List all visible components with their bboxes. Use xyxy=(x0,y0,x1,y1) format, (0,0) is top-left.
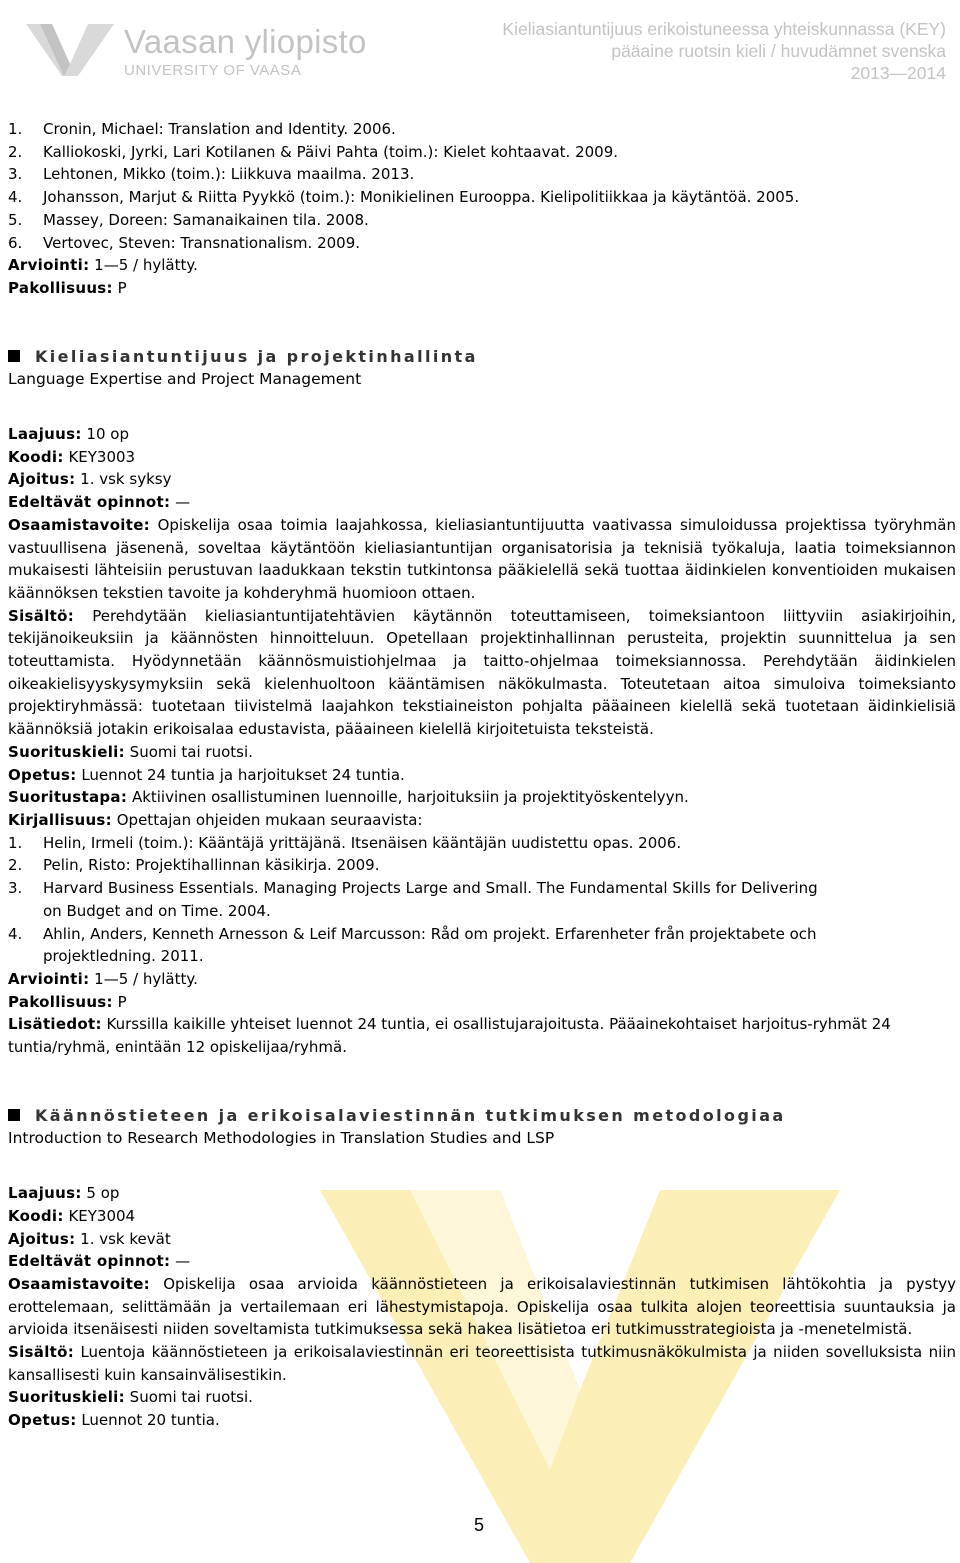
document-body xyxy=(8,118,956,1432)
list-item: 3. Lehtonen, Mikko (toim.): Liikkuva maailma. 2013. xyxy=(8,165,415,184)
compulsory: Pakollisuus: P xyxy=(8,278,127,297)
course-content: Sisältö: Luentoja käännöstieteen ja erikoisalaviestinnän eri teoreettisista tutkimusnäkökulmista ja niiden sovelluksista niin kansallisesti kuin kansainvälisestikin. xyxy=(8,1343,956,1384)
course-title: Kieliasiantuntijuus ja projektinhallinta xyxy=(8,346,956,369)
course-code: Koodi: KEY3003 xyxy=(8,447,136,466)
major-name: pääaine ruotsin kieli / huvudämnet svenska xyxy=(611,41,946,61)
course-language: Suorituskieli: Suomi tai ruotsi. xyxy=(8,1388,253,1407)
course-subtitle: Language Expertise and Project Management xyxy=(8,370,362,389)
course-credits: Laajuus: 10 op xyxy=(8,425,129,444)
bullet-square-icon xyxy=(8,1109,20,1121)
assessment: Arviointi: 1—5 / hylätty. xyxy=(8,969,198,988)
list-item: 2. Kalliokoski, Jyrki, Lari Kotilanen & Päivi Pahta (toim.): Kielet kohtaavat. 2009. xyxy=(8,142,619,161)
academic-year: 2013—2014 xyxy=(850,63,946,83)
program-name: Kieliasiantuntijuus erikoistuneessa yhteiskunnassa (KEY) xyxy=(502,19,946,39)
header-info xyxy=(502,18,946,84)
list-item-continuation: on Budget and on Time. 2004. xyxy=(43,901,271,920)
course-teaching: Opetus: Luennot 20 tuntia. xyxy=(8,1411,220,1430)
additional-info: Lisätiedot: Kurssilla kaikille yhteiset luennot 24 tuntia, ei osallistujarajoitusta. Pääainekohtaiset harjoitus-ryhmät 24 tuntia/ryhmä, enintään 12 opiskelijaa/ryhmä. xyxy=(8,1015,891,1057)
page-number: 5 xyxy=(474,1515,485,1535)
list-item: 3. Harvard Business Essentials. Managing Projects Large and Small. The Fundamental Skills for Delivering xyxy=(8,879,818,898)
course-learning-outcomes: Osaamistavoite: Opiskelija osaa arvioida käännöstieteen ja erikoisalaviestinnän tutkimisen lähtökohtia ja pystyy erottelemaan, selittämään ja vertailemaan eri lähestymistapoja. Opiskelija osaa tulkita alojen teoreettisia suuntauksia ja arvioida itsenäisesti niiden soveltamista tutkimuksessa sekä hakea lisätietoa eri tutkimusstrategioista ja -menetelmistä. xyxy=(8,1274,956,1339)
course-code: Koodi: KEY3004 xyxy=(8,1206,136,1225)
course-credits: Laajuus: 5 op xyxy=(8,1184,120,1203)
course-teaching: Opetus: Luennot 24 tuntia ja harjoitukset 24 tuntia. xyxy=(8,765,405,784)
literature-list xyxy=(8,832,956,968)
course-language: Suorituskieli: Suomi tai ruotsi. xyxy=(8,742,253,761)
course-completion: Suoritustapa: Aktiivinen osallistuminen luennoille, harjoituksiin ja projektityöskentelyyn. xyxy=(8,788,689,807)
list-item: 6. Vertovec, Steven: Transnationalism. 2009. xyxy=(8,233,361,252)
course-timing: Ajoitus: 1. vsk kevät xyxy=(8,1229,171,1248)
logo-subtitle: UNIVERSITY OF VAASA xyxy=(124,62,302,79)
list-item: 4. Johansson, Marjut & Riitta Pyykkö (toim.): Monikielinen Eurooppa. Kielipolitiikkaa ja käytäntöä. 2005. xyxy=(8,188,800,207)
course-literature: Kirjallisuus: Opettajan ohjeiden mukaan seuraavista: xyxy=(8,810,423,829)
course-timing: Ajoitus: 1. vsk syksy xyxy=(8,470,172,489)
course-content: Sisältö: Perehdytään kieliasiantuntijatehtävien käytännön toteuttamiseen, toimeksiantoon liittyviin asiakirjoihin, tekijänoikeuksiin ja käännösten hinnoitteluun. Opetellaan projektinhallinnan perusteita, projektin suunnittelua ja sen toteuttamista. Hyödynnetään käännösmuistiohjelmaa ja taitto-ohjelmaa toimeksiannossa. Perehdytään äidinkielen oikeakielisyyskysymyksiin sekä kielenhuoltoon kääntämisen näkökulmasta. Toteutetaan aitoa simuloiva toimeksianto projektiryhmässä: tuotetaan tiivistelmä laajahkon tekstiaineiston pohjalta pääaineen kielellä sekä tuotetaan äidinkielisiä käännöksiä jotakin erikoisalaa edustavista, pääaineen kielellä kirjoitetuista teksteistä. xyxy=(8,606,956,739)
course-subtitle: Introduction to Research Methodologies in Translation Studies and LSP xyxy=(8,1129,555,1148)
logo-name: Vaasan yliopisto xyxy=(124,23,367,60)
bullet-square-icon xyxy=(8,350,20,362)
course-learning-outcomes: Osaamistavoite: Opiskelija osaa toimia laajahkossa, kieliasiantuntijuutta vaativassa simuloidussa projektissa työryhmän vastuullisena jäsenenä, soveltaa käytäntöön kieliasiantuntijan organisatorisia ja teknisiä työkaluja, laatia toimeksiannon mukaisesti lähteisiin perustuvan laadukkaan tekstin tutkintonsa pääkielellä sekä tuottaa äidinkielen konventioiden mukaisen käännöksen tekstien tavoite ja kohderyhmä huomioon ottaen. xyxy=(8,515,956,602)
course-prerequisites: Edeltävät opinnot: — xyxy=(8,493,191,512)
list-item: 4. Ahlin, Anders, Kenneth Arnesson & Leif Marcusson: Råd om projekt. Erfarenheter från projektabete och xyxy=(8,924,817,943)
university-logo-icon xyxy=(22,20,118,78)
course-prerequisites: Edeltävät opinnot: — xyxy=(8,1252,191,1271)
reference-list xyxy=(8,118,956,254)
list-item: 5. Massey, Doreen: Samanaikainen tila. 2008. xyxy=(8,210,369,229)
university-logo-text xyxy=(124,24,367,79)
list-item-continuation: projektledning. 2011. xyxy=(43,947,204,966)
list-item: 2. Pelin, Risto: Projektihallinnan käsikirja. 2009. xyxy=(8,856,380,875)
page-header xyxy=(0,0,960,100)
list-item: 1. Cronin, Michael: Translation and Identity. 2006. xyxy=(8,120,396,138)
list-item: 1. Helin, Irmeli (toim.): Kääntäjä yrittäjänä. Itsenäisen kääntäjän uudistettu opas. 2006. xyxy=(8,833,682,852)
compulsory: Pakollisuus: P xyxy=(8,992,127,1011)
assessment: Arviointi: 1—5 / hylätty. xyxy=(8,256,198,275)
course-title: Käännöstieteen ja erikoisalaviestinnän tutkimuksen metodologiaa xyxy=(8,1105,956,1128)
